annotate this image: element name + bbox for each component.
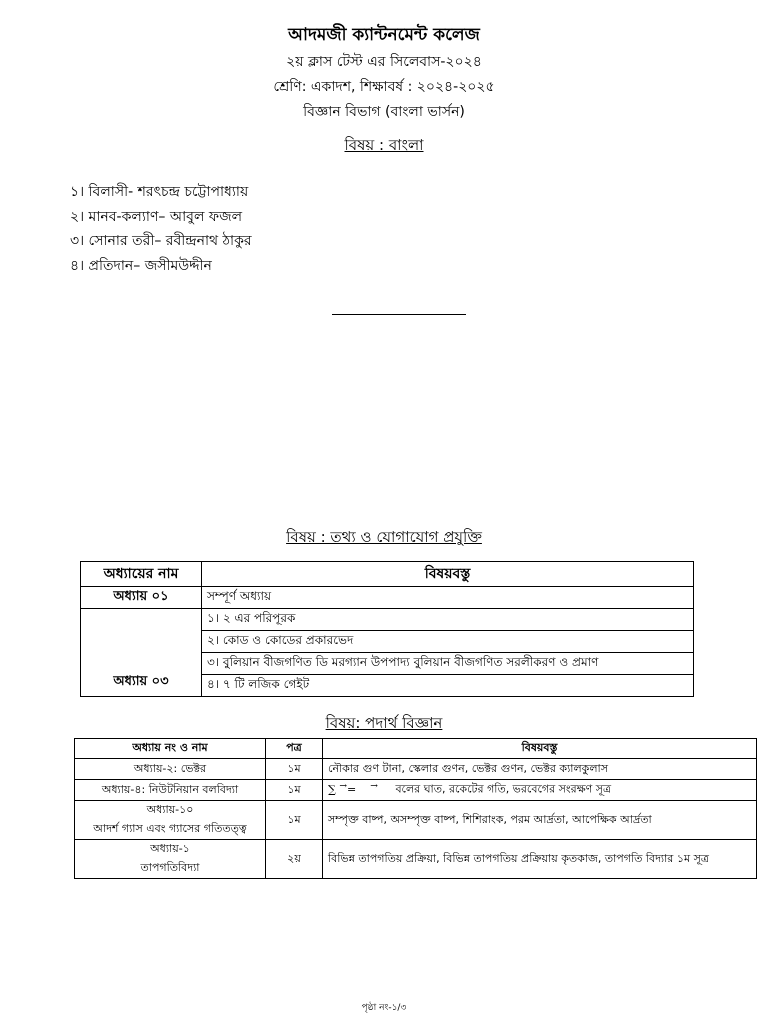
content-cell: বিভিন্ন তাপগতিয় প্রক্রিয়া, বিভিন্ন তাপগতিয় প্রক্রিয়ায় কৃতকাজ, তাপগতি বিদ্যার ১ম সূত্র	[323, 840, 757, 879]
ict-subject-heading	[0, 526, 768, 551]
table-row	[75, 840, 757, 879]
column-header: পত্র	[266, 739, 323, 759]
paper-cell: ২য়	[266, 840, 323, 879]
chapter-cell: অধ্যায়-২: ভেক্টর	[75, 759, 266, 780]
chapter-cell: অধ্যায় ০৩	[81, 609, 202, 697]
table-row	[81, 609, 694, 631]
chapter-number: অধ্যায়-১০	[146, 803, 194, 816]
column-header: অধ্যায় নং ও নাম	[75, 739, 266, 759]
paper-cell: ১ম	[266, 780, 323, 801]
list-item: ৪। প্রতিদান– জসীমউদ্দীন	[70, 257, 212, 274]
content-cell	[323, 780, 757, 801]
table-header-row	[81, 562, 694, 587]
divider-line	[332, 314, 466, 315]
list-item: ৩। সোনার তরী– রবীন্দ্রনাথ ঠাকুর	[70, 233, 252, 249]
table-row	[75, 801, 757, 840]
column-header: অধ্যায়ের নাম	[81, 562, 202, 587]
column-header: বিষয়বস্তু	[202, 562, 694, 587]
department: বিজ্ঞান বিভাগ (বাংলা ভার্সন)	[303, 104, 465, 120]
table-row	[75, 759, 757, 780]
column-header: বিষয়বস্তু	[323, 739, 757, 759]
ict-syllabus-table	[80, 561, 694, 697]
content-cell: ২। কোড ও কোডের প্রকারভেদ	[202, 631, 694, 653]
list-item: ২। মানব-কল্যাণ– আবুল ফজল	[70, 208, 243, 225]
physics-syllabus-table	[74, 738, 757, 879]
chapter-title: তাপগতিবিদ্যা	[140, 861, 200, 874]
table-row	[81, 587, 694, 609]
exam-title: ২য় ক্লাস টেস্ট এর সিলেবাস-২০২৪	[286, 54, 482, 70]
chapter-cell: অধ্যায় ০১	[81, 587, 202, 609]
chapter-cell	[75, 840, 266, 879]
content-text: বলের ঘাত, রকেটের গতি, ভরবেগের সংরক্ষণ সূত্র	[395, 782, 612, 796]
chapter-title: আদর্শ গ্যাস এবং গ্যাসের গতিতত্ত্ব	[93, 822, 247, 835]
page-number: পৃষ্ঠা নং-১/৩	[361, 1003, 407, 1013]
content-cell: ১। ২ এর পরিপূরক	[202, 609, 694, 631]
chapter-cell: অধ্যায়-৪: নিউটনিয়ান বলবিদ্যা	[75, 780, 266, 801]
content-cell: সম্পৃক্ত বাষ্প, অসম্পৃক্ত বাষ্প, শিশিরাংক, পরম আর্দ্রতা, আপেক্ষিক আর্দ্রতা	[323, 801, 757, 840]
ict-subject-label: বিষয় : তথ্য ও যোগাযোগ প্রযুক্তি	[286, 528, 482, 546]
paper-cell: ১ম	[266, 801, 323, 840]
college-title: আদমজী ক্যান্টনমেন্ট কলেজ	[288, 25, 480, 45]
physics-subject-heading	[0, 712, 768, 737]
table-header-row	[75, 739, 757, 759]
content-cell: সম্পূর্ণ অধ্যায়	[202, 587, 694, 609]
sum-formula-icon: ∑ →= →	[328, 780, 378, 796]
paper-cell: ১ম	[266, 759, 323, 780]
bangla-subject-label: বিষয় : বাংলা	[344, 136, 424, 154]
physics-subject-label: বিষয়: পদার্থ বিজ্ঞান	[325, 714, 443, 732]
chapter-number: অধ্যায়-১	[150, 842, 190, 855]
bangla-topic-list	[70, 180, 252, 278]
class-session: শ্রেণি: একাদশ, শিক্ষাবর্ষ : ২০২৪-২০২৫	[273, 79, 495, 95]
table-row	[75, 780, 757, 801]
bangla-subject-heading	[0, 134, 768, 159]
list-item: ১। বিলাসী- শরৎচন্দ্র চট্টোপাধ্যায়	[70, 184, 249, 200]
content-cell: নৌকার গুণ টানা, স্কেলার গুণন, ভেক্টর গুণন, ভেক্টর ক্যালকুলাস	[323, 759, 757, 780]
content-cell: ৩। বুলিয়ান বীজগণিত ডি মরগ্যান উপপাদ্য বুলিয়ান বীজগণিত সরলীকরণ ও প্রমাণ	[202, 653, 694, 675]
chapter-cell	[75, 801, 266, 840]
content-cell: ৪। ৭ টি লজিক গেইট	[202, 675, 694, 697]
